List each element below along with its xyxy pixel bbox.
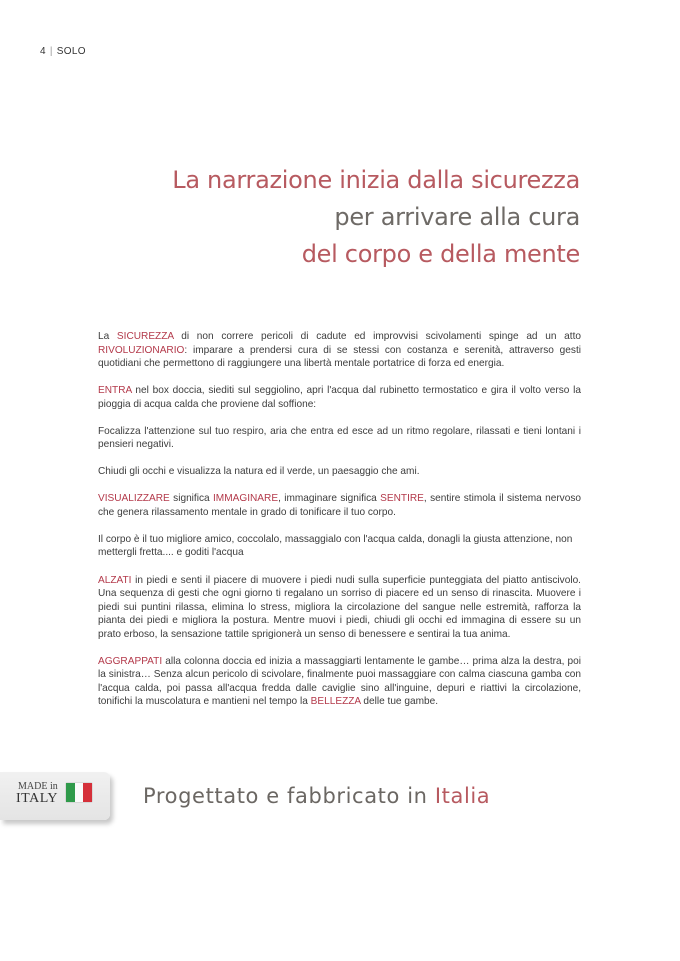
text-run: di non correre pericoli di cadute ed improvvisi scivolamenti spinge ad un atto	[173, 331, 581, 342]
section-name: SOLO	[56, 46, 86, 57]
tagline-accent: Italia	[434, 784, 491, 808]
text-run: : imparare a prendersi cura di se stessi con costanza e serenità, attraverso gesti quotidiani che permettono di raggiungere una libertà mentale portatrice di forza ed energia.	[98, 344, 581, 369]
italian-flag-icon	[66, 783, 92, 802]
paragraph-alzati	[98, 574, 581, 642]
paragraph-focalizza: Focalizza l'attenzione sul tuo respiro, aria che entra ed esce ad un ritmo regolare, rilassati e tieni lontani i pensieri negativi.	[98, 425, 581, 451]
keyword-alzati: ALZATI	[98, 574, 132, 586]
text-run: significa	[169, 493, 213, 505]
flag-red-stripe	[83, 783, 92, 802]
keyword-sicurezza: SICUREZZA	[116, 331, 174, 342]
paragraph-chiudi: Chiudi gli occhi e visualizza la natura ed il verde, un paesaggio che ami.	[98, 466, 420, 478]
page-header	[40, 46, 86, 57]
page-number: 4	[40, 46, 46, 57]
made-in-italy-badge	[0, 772, 110, 820]
tagline-text: Progettato e fabbricato in	[143, 784, 435, 808]
text-run: nel box doccia, siediti sul seggiolino, apri l'acqua dal rubinetto termostatico e gira il volto verso la pioggia di acqua calda che proviene dal soffione:	[98, 385, 581, 410]
keyword-rivoluzionario: RIVOLUZIONARIO	[98, 344, 185, 356]
keyword-sentire: SENTIRE	[380, 493, 424, 505]
paragraph-aggrappati	[98, 655, 581, 709]
keyword-visualizzare: VISUALIZZARE	[98, 493, 170, 505]
text-run: La	[98, 331, 117, 342]
paragraph-entra	[98, 384, 581, 411]
text-run: alla colonna doccia ed inizia a massaggiarti lentamente le gambe… prima alza la destra, poi la sinistra… Senza alcun pericolo di scivolare, finalmente puoi massaggiare con calma ciascuna gamba con l'acqua calda, poi passa all'acqua fredda dalle caviglie sino all'inguine, depuri e riattivi la circolazione, tonifichi la muscolatura e mantieni nel tempo la	[98, 655, 581, 708]
text-run: delle tue gambe.	[360, 696, 439, 708]
paragraph-visualizzare	[98, 492, 581, 519]
keyword-aggrappati: AGGRAPPATI	[98, 655, 163, 667]
keyword-entra: ENTRA	[98, 385, 132, 397]
text-run: , immaginare significa	[278, 493, 381, 505]
badge-made-in: MADE in	[18, 781, 58, 792]
badge-italy: ITALY	[16, 791, 58, 806]
headline	[172, 162, 580, 273]
keyword-bellezza: BELLEZZA	[310, 696, 361, 708]
flag-green-stripe	[66, 783, 75, 802]
keyword-immaginare: IMMAGINARE	[213, 493, 279, 505]
paragraph-sicurezza	[98, 330, 581, 371]
headline-line-2: per arrivare alla cura	[334, 203, 580, 231]
body-text	[98, 330, 581, 722]
headline-line-3: del corpo e della mente	[301, 240, 580, 268]
header-divider: |	[49, 46, 53, 57]
text-run: , sentire stimola il sistema nervoso che genera rilassamento mentale in grado di tonificare il tuo corpo.	[98, 493, 581, 518]
tagline	[143, 784, 490, 808]
paragraph-corpo: Il corpo è il tuo migliore amico, coccolalo, massaggialo con l'acqua calda, donagli la giusta attenzione, non mettergli fretta.... e goditi l'acqua	[98, 533, 573, 559]
headline-line-1: La narrazione inizia dalla sicurezza	[172, 166, 580, 194]
flag-white-stripe	[75, 783, 84, 802]
text-run: in piedi e senti il piacere di muovere i piedi nudi sulla superficie punteggiata del piatto antiscivolo. Una sequenza di gesti che ogni giorno ti regalano un sorriso di piacere ed un senso di rinascita. Muovere i piedi sui puntini rilassa, elimina lo stress, migliora la circolazione del sangue nelle estremità, rafforza la pianta dei piedi e migliora la postura. Mentre muovi i piedi, chiudi gli occhi ed immagina di essere su un prato erboso, la sensazione tattile sprigionerà un senso di benessere e sentirai la tua anima.	[98, 574, 581, 640]
